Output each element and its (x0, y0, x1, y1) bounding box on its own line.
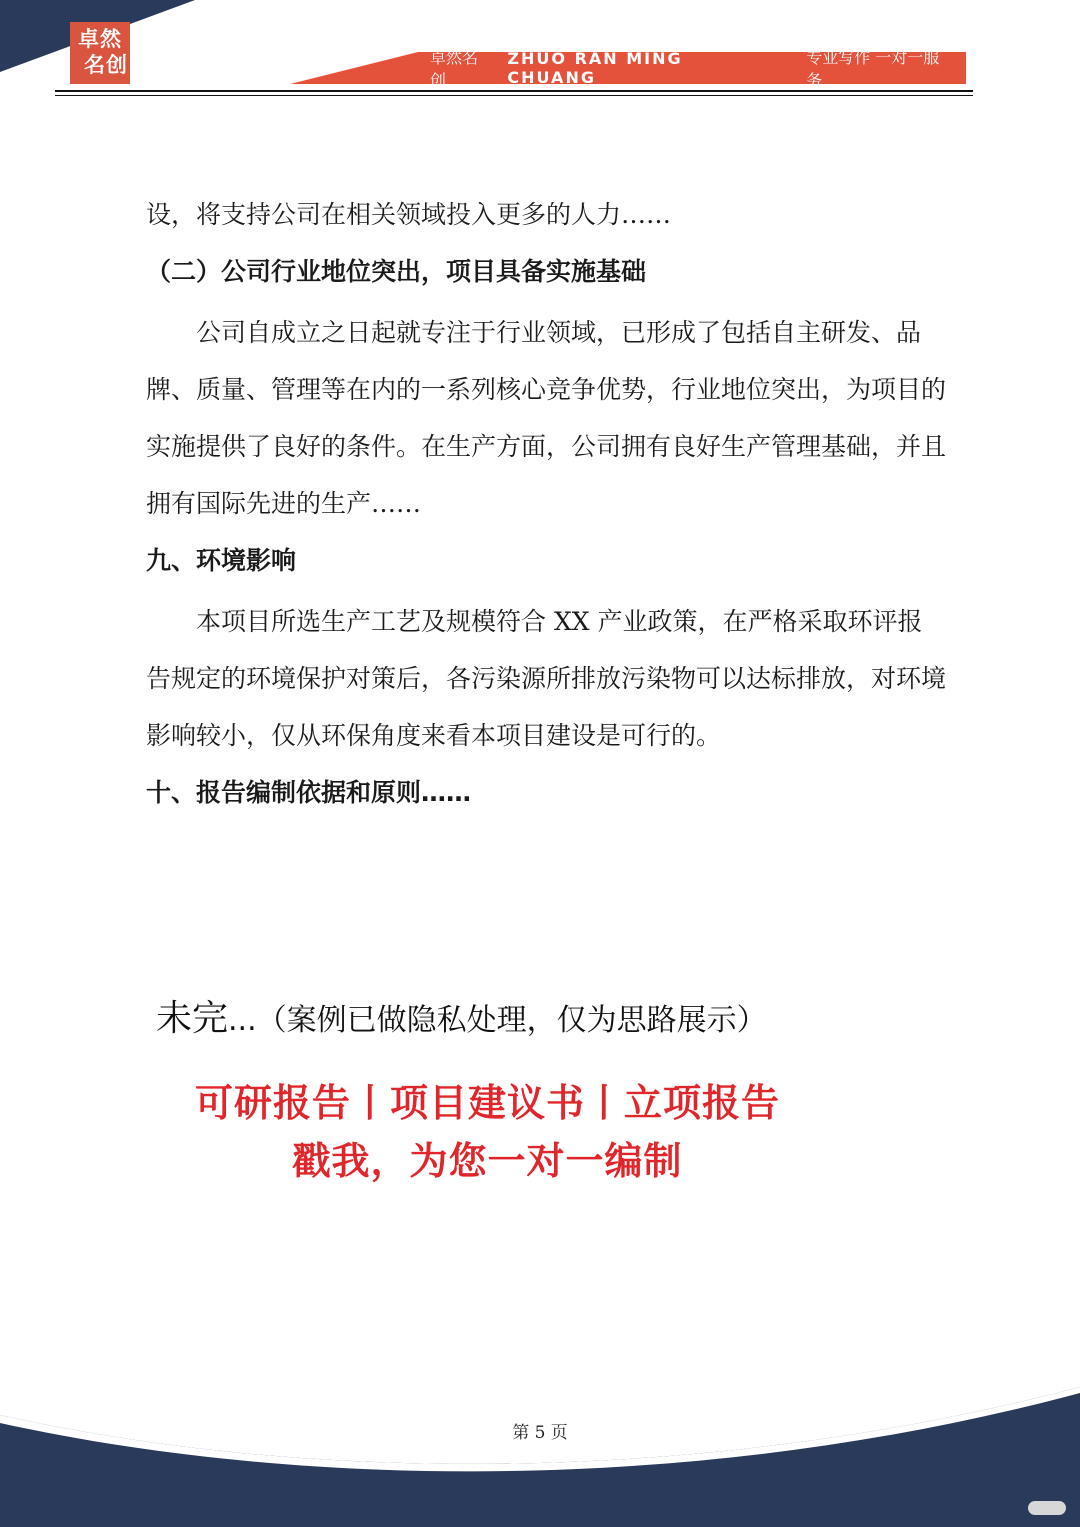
company-logo (70, 22, 130, 84)
unfinished-label: 未完 (156, 998, 229, 1039)
document-body (146, 186, 946, 821)
section-heading-10: 十、报告编制依据和原则…… (146, 778, 472, 807)
paragraph-environment: 本项目所选生产工艺及规模符合 XX 产业政策，在严格采取环评报告规定的环境保护对策后，各污染源所排放污染物可以达标排放，对环境影响较小，仅从环保角度来看本项目建设是可行的。 (146, 607, 947, 750)
logo-line-1: 卓然 (78, 27, 122, 51)
header-rule (55, 90, 973, 92)
paragraph-industry-position: 公司自成立之日起就专注于行业领域，已形成了包括自主研发、品牌、质量、管理等在内的一系列核心竞争优势，行业地位突出，为项目的实施提供了良好的条件。在生产方面，公司拥有良好生产管理基础，并且拥有国际先进的生产…… (146, 318, 947, 518)
header-banner (418, 48, 966, 90)
header-service: 专业写作 一对一服务 (806, 48, 940, 90)
unfinished-notice (156, 990, 767, 1041)
section-heading-9: 九、环境影响 (146, 546, 297, 575)
promo-cta[interactable]: 戳我，为您一对一编制 (292, 1139, 683, 1183)
page-number: 第 5 页 (512, 1423, 568, 1443)
section-heading-2: （二）公司行业地位突出，项目具备实施基础 (146, 257, 647, 286)
header-wedge-decoration (290, 52, 422, 84)
logo-line-2: 名创 (84, 53, 128, 77)
header-rule-thin (55, 95, 973, 96)
header-brand-cn: 卓然名创 (430, 48, 479, 90)
bottom-wave-decoration (0, 1387, 1080, 1527)
watermark-badge (1028, 1501, 1066, 1515)
paragraph-continuation: 设，将支持公司在相关领域投入更多的人力…… (146, 200, 672, 229)
privacy-note: ...（案例已做隐私处理，仅为思路展示） (228, 1003, 767, 1038)
promo-services[interactable]: 可研报告丨项目建议书丨立项报告 (194, 1081, 780, 1125)
header-brand-en: ZHUO RAN MING CHUANG (507, 49, 683, 87)
